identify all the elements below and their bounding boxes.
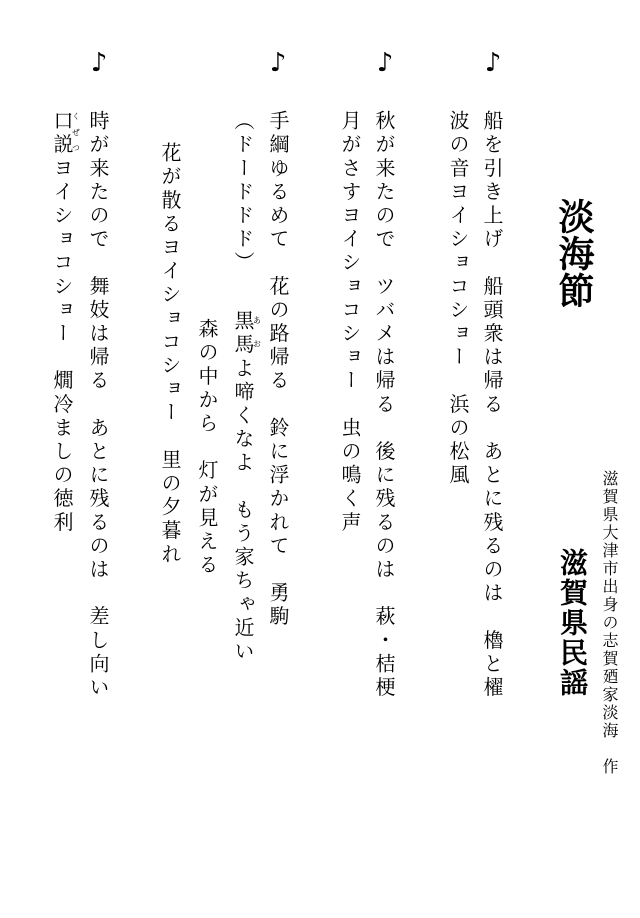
music-note-icon: ♪ bbox=[376, 48, 394, 78]
author-credit: 滋賀県大津市出身の志賀廼家淡海 作 bbox=[600, 470, 619, 776]
verse1-line2: 波の音ヨイショコショー 浜の松風 bbox=[446, 110, 470, 488]
verse3-line4: 花が散るヨイショコショー 里の夕暮れ bbox=[158, 142, 182, 567]
verse3-line1: 手綱ゆるめて 花の路帰る 鈴に浮かれて 勇駒 bbox=[266, 110, 290, 630]
music-note-icon: ♪ bbox=[269, 48, 287, 78]
verse3-paren: （ドードドド） bbox=[231, 110, 255, 276]
verse4-line2 bbox=[52, 110, 80, 535]
verse3-line3: 森の中から 灯が見える bbox=[195, 318, 219, 578]
verse4-line1: 時が来たので 舞妓は帰る あとに残るのは 差し向い bbox=[86, 110, 110, 700]
ruby-kuroma bbox=[231, 310, 262, 358]
ruby-base-text: 口説 bbox=[50, 110, 74, 158]
verse2-line2: 月がさすヨイショコショー 虫の鳴く声 bbox=[338, 110, 362, 535]
ruby-reading: くぜつ bbox=[71, 110, 81, 158]
verse4-line2-rest: ヨイショコショー 燗冷ましの徳利 bbox=[50, 157, 74, 535]
verse1-line1: 船を引き上げ 船頭衆は帰る あとに残るのは 櫓と櫂 bbox=[480, 110, 504, 700]
verse3-line2-rest: よ啼くなよ もう家ちゃ近い bbox=[231, 357, 255, 665]
ruby-kuzetsu bbox=[50, 110, 81, 158]
ruby-base-text: 黒馬 bbox=[231, 310, 255, 358]
music-note-icon: ♪ bbox=[484, 48, 502, 78]
verse2-line1: 秋が来たので ツバメは帰る 後に残るのは 萩・桔梗 bbox=[372, 110, 396, 700]
music-note-icon: ♪ bbox=[90, 48, 108, 78]
verse3-line2 bbox=[233, 310, 261, 664]
song-title: 淡海節 bbox=[553, 198, 595, 309]
genre-label: 滋賀県民謡 bbox=[556, 548, 589, 698]
ruby-reading: あお bbox=[252, 310, 262, 358]
